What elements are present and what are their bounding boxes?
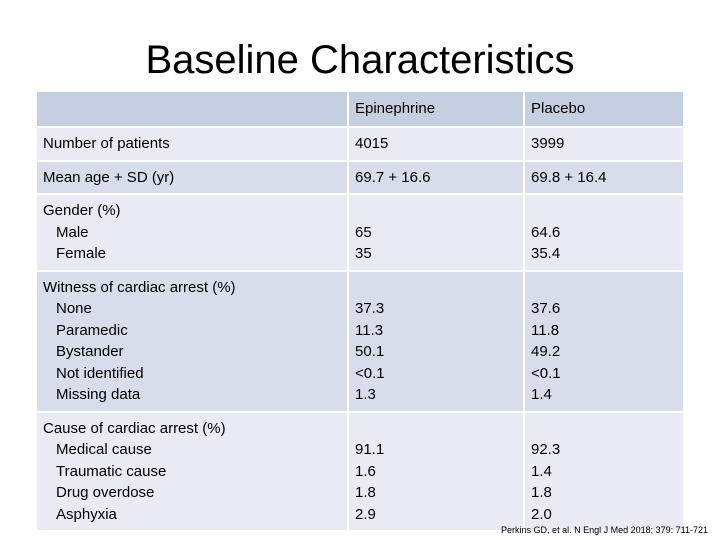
table-row	[37, 411, 683, 531]
placebo-value: 69.8 + 16.4	[523, 160, 683, 194]
sub-label: Asphyxia	[56, 505, 117, 523]
placebo-value: 1.4	[531, 462, 552, 480]
placebo-values	[523, 193, 683, 270]
sub-label: Drug overdose	[56, 484, 155, 501]
header-cell-label	[37, 92, 347, 126]
epinephrine-value: 1.6	[355, 462, 376, 480]
epinephrine-value: 65	[355, 223, 372, 241]
placebo-values	[523, 270, 683, 411]
placebo-value: <0.1	[531, 364, 561, 382]
table-header-row	[37, 92, 683, 126]
citation: Perkins GD, et al. N Engl J Med 2018; 379: 711-721	[501, 525, 708, 535]
placebo-value: 3999	[523, 126, 683, 160]
epinephrine-value: 35	[355, 245, 372, 262]
epinephrine-values	[347, 411, 523, 531]
sub-label: Not identified	[56, 364, 144, 382]
row-label-group	[37, 270, 347, 411]
header-cell-epinephrine: Epinephrine	[347, 92, 523, 126]
epinephrine-value: <0.1	[355, 364, 385, 382]
placebo-values	[523, 411, 683, 531]
epinephrine-value: 1.8	[355, 484, 376, 501]
placebo-value: 49.2	[531, 343, 561, 360]
slide-title: Baseline Characteristics	[145, 38, 575, 82]
sub-label: Traumatic cause	[56, 462, 167, 480]
table-row	[37, 126, 683, 160]
sub-label: Paramedic	[56, 321, 128, 339]
row-label-group	[37, 411, 347, 531]
placebo-value: 64.6	[531, 223, 561, 241]
row-label: Gender (%)	[43, 202, 121, 219]
row-label: Cause of cardiac arrest (%)	[43, 419, 226, 437]
placebo-value: 1.8	[531, 484, 552, 501]
row-label: Number of patients	[37, 126, 347, 160]
epinephrine-value: 2.9	[355, 505, 376, 523]
table-row	[37, 270, 683, 411]
baseline-characteristics-table	[37, 92, 683, 530]
sub-label: Female	[56, 245, 107, 262]
placebo-value: 92.3	[531, 441, 561, 458]
sub-label: Missing data	[56, 386, 141, 403]
epinephrine-value: 37.3	[355, 300, 385, 317]
epinephrine-values	[347, 270, 523, 411]
epinephrine-value: 69.7 + 16.6	[347, 160, 523, 194]
placebo-value: 35.4	[531, 245, 561, 262]
placebo-value: 11.8	[531, 321, 560, 339]
row-label-group	[37, 193, 347, 270]
epinephrine-value: 11.3	[355, 321, 384, 339]
epinephrine-value: 1.3	[355, 386, 376, 403]
sub-label: Male	[56, 223, 89, 241]
epinephrine-values	[347, 193, 523, 270]
placebo-value: 2.0	[531, 505, 552, 523]
table-row	[37, 160, 683, 194]
placebo-value: 1.4	[531, 386, 552, 403]
epinephrine-value: 91.1	[355, 441, 385, 458]
table-row	[37, 193, 683, 270]
epinephrine-value: 50.1	[355, 343, 385, 360]
row-label: Witness of cardiac arrest (%)	[43, 278, 236, 296]
sub-label: None	[56, 300, 92, 317]
sub-label: Medical cause	[56, 441, 152, 458]
header-cell-placebo: Placebo	[523, 92, 683, 126]
placebo-value: 37.6	[531, 300, 561, 317]
sub-label: Bystander	[56, 343, 124, 360]
row-label: Mean age + SD (yr)	[37, 160, 347, 194]
epinephrine-value: 4015	[347, 126, 523, 160]
